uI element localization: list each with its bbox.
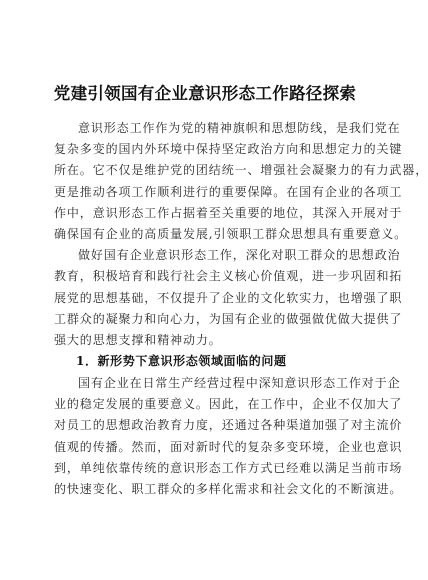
paragraph-2 (54, 245, 403, 351)
paragraph-line: 所在。它不仅是维护党的团结统一、增强社会凝聚力的有力武器， (54, 163, 428, 178)
paragraph-1 (54, 118, 428, 245)
paragraph-line: 到，单纯依靠传统的意识形态工作方式已经难以满足当前市场 (54, 460, 403, 475)
paragraph-line: 更是推动各项工作顺利进行的重要保障。在国有企业的各项工 (54, 184, 403, 199)
paragraph-line: 作中，意识形态工作占据着至关重要的地位，其深入开展对于 (54, 205, 403, 220)
paragraph-line: 教育，积极培育和践行社会主义核心价值观，进一步巩固和拓 (54, 269, 403, 284)
paragraph-line: 复杂多变的国内外环境中保持坚定政治方向和思想定力的关键 (54, 142, 403, 157)
document-title: 党建引领国有企业意识形态工作路径探索 (53, 84, 357, 103)
paragraph-line: 值观的传播。然而，面对新时代的复杂多变环境，企业也意识 (54, 439, 403, 454)
paragraph-line: 强大的思想支撑和精神动力。 (54, 332, 222, 347)
paragraph-line: 展党的思想基础，不仅提升了企业的文化软实力，也增强了职 (54, 290, 403, 305)
paragraph-line: 对员工的思想政治教育力度，还通过各种渠道加强了对主流价 (54, 418, 403, 433)
paragraph-line: 意识形态工作作为党的精神旗帜和思想防线，是我们党在 (78, 121, 401, 135)
paragraph-line: 工群众的凝聚力和向心力，为国有企业的做强做优做大提供了 (54, 311, 403, 326)
paragraph-3 (54, 373, 403, 500)
paragraph-line: 国有企业在日常生产经营过程中深知意识形态工作对于企 (78, 376, 401, 391)
paragraph-line: 业的稳定发展的重要意义。因此，在工作中，企业不仅加大了 (54, 397, 403, 412)
paragraph-line: 的快速变化、职工群众的多样化需求和社会文化的不断演进。 (54, 482, 403, 496)
section-heading: 1．新形势下意识形态领域面临的问题 (76, 354, 287, 369)
paragraph-line: 做好国有企业意识形态工作，深化对职工群众的思想政治 (78, 248, 401, 263)
document-body (54, 118, 428, 500)
paragraph-line: 确保国有企业的高质量发展,引领职工群众思想具有重要意义。 (54, 226, 408, 241)
